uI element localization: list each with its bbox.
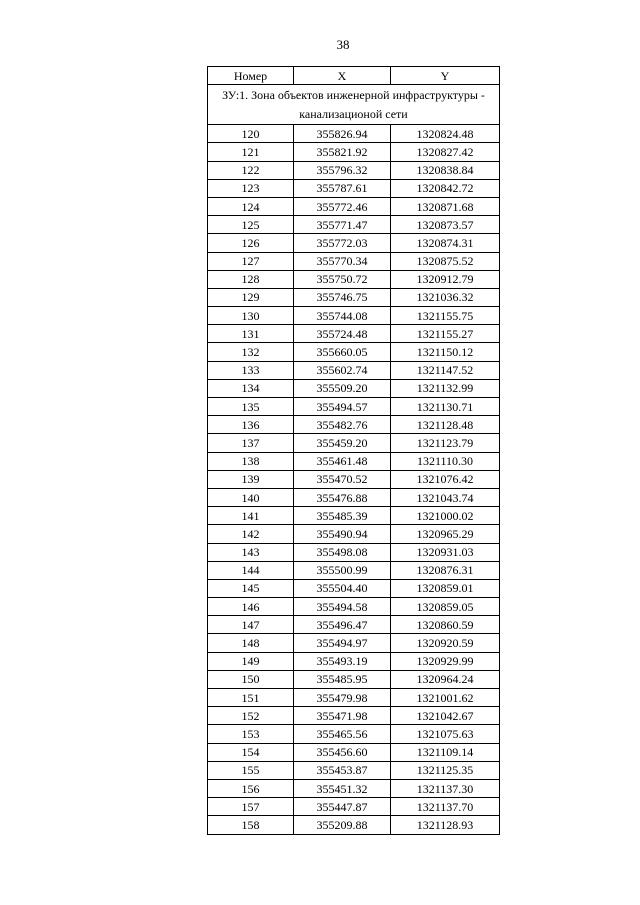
table-row xyxy=(208,634,500,652)
cell-y: 1320929.99 xyxy=(391,652,500,670)
table-row xyxy=(208,616,500,634)
cell-x: 355476.88 xyxy=(294,488,391,506)
cell-number: 146 xyxy=(208,598,294,616)
cell-y: 1321132.99 xyxy=(391,379,500,397)
cell-y: 1320873.57 xyxy=(391,216,500,234)
cell-y: 1321128.48 xyxy=(391,416,500,434)
table-row xyxy=(208,288,500,306)
cell-number: 145 xyxy=(208,579,294,597)
cell-number: 141 xyxy=(208,507,294,525)
cell-number: 152 xyxy=(208,707,294,725)
cell-y: 1320859.05 xyxy=(391,598,500,616)
cell-y: 1321128.93 xyxy=(391,816,500,834)
table-row xyxy=(208,543,500,561)
cell-x: 355494.58 xyxy=(294,598,391,616)
cell-x: 355787.61 xyxy=(294,179,391,197)
cell-y: 1321147.52 xyxy=(391,361,500,379)
cell-number: 135 xyxy=(208,398,294,416)
table-row xyxy=(208,525,500,543)
table-row xyxy=(208,234,500,252)
table-row xyxy=(208,579,500,597)
cell-y: 1320871.68 xyxy=(391,197,500,215)
table-row xyxy=(208,598,500,616)
table-row xyxy=(208,307,500,325)
cell-x: 355482.76 xyxy=(294,416,391,434)
cell-number: 155 xyxy=(208,761,294,779)
cell-y: 1320965.29 xyxy=(391,525,500,543)
cell-x: 355826.94 xyxy=(294,125,391,143)
cell-number: 123 xyxy=(208,179,294,197)
header-y: Y xyxy=(391,67,500,85)
table-row xyxy=(208,689,500,707)
table-row xyxy=(208,434,500,452)
cell-x: 355602.74 xyxy=(294,361,391,379)
cell-number: 133 xyxy=(208,361,294,379)
table-row xyxy=(208,416,500,434)
table-row xyxy=(208,507,500,525)
cell-number: 144 xyxy=(208,561,294,579)
cell-y: 1320920.59 xyxy=(391,634,500,652)
table-row xyxy=(208,816,500,834)
cell-y: 1320912.79 xyxy=(391,270,500,288)
cell-number: 127 xyxy=(208,252,294,270)
table-row xyxy=(208,652,500,670)
cell-x: 355724.48 xyxy=(294,325,391,343)
cell-y: 1321076.42 xyxy=(391,470,500,488)
coordinates-table xyxy=(207,66,500,835)
table-row xyxy=(208,670,500,688)
cell-y: 1320824.48 xyxy=(391,125,500,143)
cell-number: 124 xyxy=(208,197,294,215)
table-row xyxy=(208,488,500,506)
table-row xyxy=(208,743,500,761)
table-row xyxy=(208,452,500,470)
cell-number: 157 xyxy=(208,798,294,816)
cell-y: 1321150.12 xyxy=(391,343,500,361)
cell-number: 132 xyxy=(208,343,294,361)
cell-y: 1321137.70 xyxy=(391,798,500,816)
cell-x: 355498.08 xyxy=(294,543,391,561)
cell-number: 143 xyxy=(208,543,294,561)
cell-x: 355465.56 xyxy=(294,725,391,743)
cell-number: 136 xyxy=(208,416,294,434)
table-row xyxy=(208,143,500,161)
table-row xyxy=(208,798,500,816)
cell-x: 355500.99 xyxy=(294,561,391,579)
cell-y: 1321001.62 xyxy=(391,689,500,707)
cell-y: 1321110.30 xyxy=(391,452,500,470)
cell-number: 134 xyxy=(208,379,294,397)
cell-x: 355447.87 xyxy=(294,798,391,816)
cell-number: 153 xyxy=(208,725,294,743)
cell-number: 149 xyxy=(208,652,294,670)
cell-number: 150 xyxy=(208,670,294,688)
cell-x: 355451.32 xyxy=(294,779,391,797)
cell-x: 355479.98 xyxy=(294,689,391,707)
table-row xyxy=(208,707,500,725)
cell-x: 355821.92 xyxy=(294,143,391,161)
cell-x: 355209.88 xyxy=(294,816,391,834)
cell-number: 120 xyxy=(208,125,294,143)
table-row xyxy=(208,325,500,343)
cell-number: 139 xyxy=(208,470,294,488)
cell-number: 138 xyxy=(208,452,294,470)
table-row xyxy=(208,197,500,215)
table-row xyxy=(208,470,500,488)
cell-y: 1321036.32 xyxy=(391,288,500,306)
cell-x: 355461.48 xyxy=(294,452,391,470)
cell-number: 131 xyxy=(208,325,294,343)
cell-y: 1320838.84 xyxy=(391,161,500,179)
cell-number: 151 xyxy=(208,689,294,707)
cell-number: 158 xyxy=(208,816,294,834)
cell-x: 355485.39 xyxy=(294,507,391,525)
cell-x: 355660.05 xyxy=(294,343,391,361)
cell-number: 148 xyxy=(208,634,294,652)
cell-x: 355493.19 xyxy=(294,652,391,670)
cell-y: 1321125.35 xyxy=(391,761,500,779)
cell-number: 154 xyxy=(208,743,294,761)
table-row xyxy=(208,779,500,797)
cell-number: 128 xyxy=(208,270,294,288)
header-row xyxy=(208,67,500,85)
cell-number: 122 xyxy=(208,161,294,179)
cell-x: 355471.98 xyxy=(294,707,391,725)
cell-y: 1320842.72 xyxy=(391,179,500,197)
table-row xyxy=(208,161,500,179)
cell-x: 355796.32 xyxy=(294,161,391,179)
cell-y: 1321043.74 xyxy=(391,488,500,506)
cell-y: 1320859.01 xyxy=(391,579,500,597)
cell-x: 355490.94 xyxy=(294,525,391,543)
table-row xyxy=(208,179,500,197)
cell-y: 1320876.31 xyxy=(391,561,500,579)
cell-number: 137 xyxy=(208,434,294,452)
table-row xyxy=(208,270,500,288)
cell-x: 355453.87 xyxy=(294,761,391,779)
table-row xyxy=(208,725,500,743)
cell-x: 355470.52 xyxy=(294,470,391,488)
cell-y: 1321137.30 xyxy=(391,779,500,797)
cell-x: 355496.47 xyxy=(294,616,391,634)
cell-x: 355772.03 xyxy=(294,234,391,252)
cell-x: 355744.08 xyxy=(294,307,391,325)
cell-number: 126 xyxy=(208,234,294,252)
table-row xyxy=(208,125,500,143)
cell-y: 1321075.63 xyxy=(391,725,500,743)
table-body xyxy=(208,125,500,834)
table-row xyxy=(208,252,500,270)
table-row xyxy=(208,379,500,397)
cell-y: 1321155.27 xyxy=(391,325,500,343)
cell-number: 125 xyxy=(208,216,294,234)
zone-row xyxy=(208,85,500,125)
table-row xyxy=(208,561,500,579)
cell-number: 129 xyxy=(208,288,294,306)
cell-y: 1320874.31 xyxy=(391,234,500,252)
cell-y: 1321123.79 xyxy=(391,434,500,452)
cell-x: 355485.95 xyxy=(294,670,391,688)
cell-number: 130 xyxy=(208,307,294,325)
cell-y: 1320827.42 xyxy=(391,143,500,161)
cell-x: 355771.47 xyxy=(294,216,391,234)
cell-y: 1320860.59 xyxy=(391,616,500,634)
cell-y: 1321130.71 xyxy=(391,398,500,416)
table-row xyxy=(208,398,500,416)
cell-y: 1321042.67 xyxy=(391,707,500,725)
table-row xyxy=(208,216,500,234)
header-number: Номер xyxy=(208,67,294,85)
table-row xyxy=(208,361,500,379)
cell-y: 1320964.24 xyxy=(391,670,500,688)
table-row xyxy=(208,343,500,361)
page-number: 38 xyxy=(336,37,350,52)
cell-x: 355770.34 xyxy=(294,252,391,270)
cell-x: 355494.57 xyxy=(294,398,391,416)
cell-number: 156 xyxy=(208,779,294,797)
cell-y: 1321109.14 xyxy=(391,743,500,761)
cell-x: 355494.97 xyxy=(294,634,391,652)
cell-x: 355504.40 xyxy=(294,579,391,597)
cell-x: 355509.20 xyxy=(294,379,391,397)
cell-x: 355456.60 xyxy=(294,743,391,761)
cell-y: 1321000.02 xyxy=(391,507,500,525)
cell-x: 355459.20 xyxy=(294,434,391,452)
table-row xyxy=(208,761,500,779)
cell-x: 355746.75 xyxy=(294,288,391,306)
zone-title: ЗУ:1. Зона объектов инженерной инфраструктуры - канализационой сети xyxy=(208,85,500,125)
header-x: X xyxy=(294,67,391,85)
cell-x: 355772.46 xyxy=(294,197,391,215)
cell-number: 147 xyxy=(208,616,294,634)
cell-x: 355750.72 xyxy=(294,270,391,288)
cell-y: 1321155.75 xyxy=(391,307,500,325)
cell-number: 142 xyxy=(208,525,294,543)
cell-number: 140 xyxy=(208,488,294,506)
cell-number: 121 xyxy=(208,143,294,161)
cell-y: 1320931.03 xyxy=(391,543,500,561)
cell-y: 1320875.52 xyxy=(391,252,500,270)
